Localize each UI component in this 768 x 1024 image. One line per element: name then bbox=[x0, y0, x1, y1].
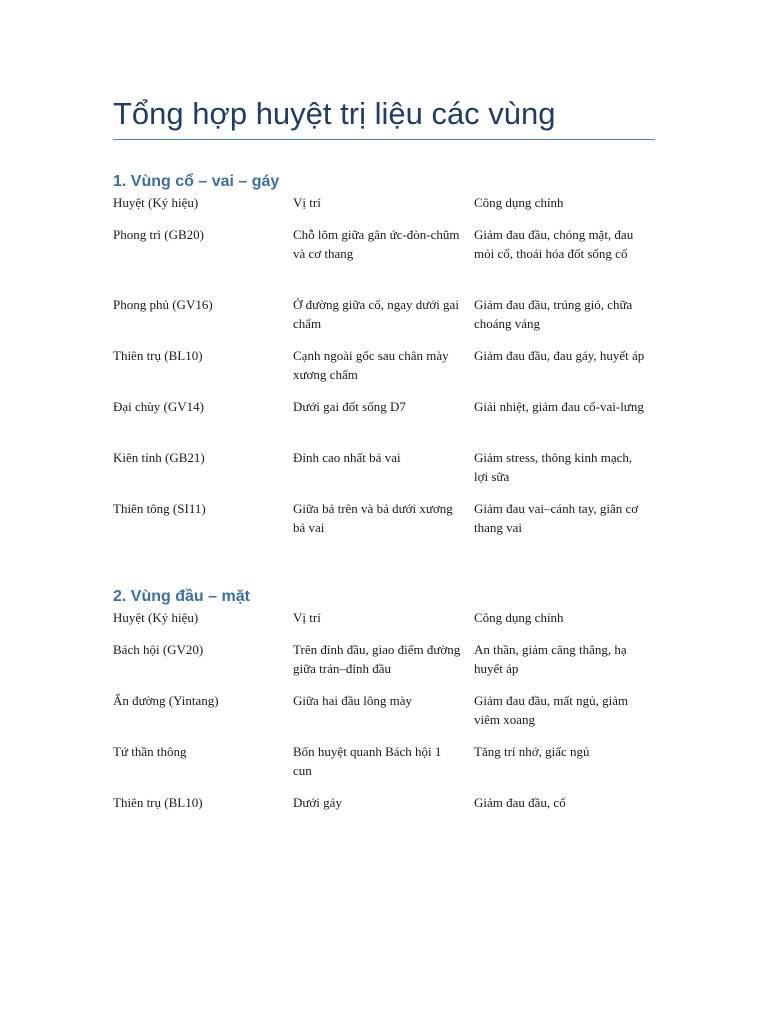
section-heading: 1. Vùng cổ – vai – gáy bbox=[113, 173, 280, 190]
acupoint-table bbox=[113, 193, 655, 550]
table-header-row bbox=[113, 608, 655, 640]
point-name: Đại chùy (GV14) bbox=[113, 399, 204, 414]
point-location: Bốn huyệt quanh Bách hội 1 cun bbox=[293, 744, 442, 778]
section-neck-shoulder bbox=[113, 171, 655, 550]
point-uses: Giảm đau vai–cánh tay, giãn cơ thang vai bbox=[474, 501, 639, 535]
point-name: Phong trì (GB20) bbox=[113, 227, 204, 242]
point-uses: Giảm đau đầu, mất ngủ, giảm viêm xoang bbox=[474, 693, 629, 727]
column-header-point: Huyệt (Ký hiệu) bbox=[113, 610, 199, 625]
point-uses: Tăng trí nhớ, giấc ngủ bbox=[474, 744, 590, 759]
point-name: Tứ thần thông bbox=[113, 744, 187, 759]
point-location: Ở đường giữa cổ, ngay dưới gai chẩm bbox=[293, 297, 459, 331]
point-uses: Giảm đau đầu, đau gáy, huyết áp bbox=[474, 348, 645, 363]
point-location: Chỗ lõm giữa gân ức-đòn-chũm và cơ thang bbox=[293, 227, 460, 261]
point-name: Kiên tỉnh (GB21) bbox=[113, 450, 205, 465]
point-location: Giữa bả trên và bả dưới xương bả vai bbox=[293, 501, 453, 535]
column-header-uses: Công dụng chính bbox=[474, 195, 564, 210]
point-location: Cạnh ngoài gốc sau chân mày xương chẩm bbox=[293, 348, 449, 382]
point-uses: Giảm đau đầu, cổ bbox=[474, 795, 566, 810]
column-header-uses: Công dụng chính bbox=[474, 610, 564, 625]
table-row bbox=[113, 499, 655, 550]
column-header-location: Vị trí bbox=[293, 195, 321, 210]
point-location: Đỉnh cao nhất bả vai bbox=[293, 450, 401, 465]
column-header-location: Vị trí bbox=[293, 610, 321, 625]
point-location: Dưới gai đốt sống D7 bbox=[293, 399, 406, 414]
point-uses: An thần, giảm căng thẳng, hạ huyết áp bbox=[474, 642, 627, 676]
point-uses: Giảm đau đầu, chóng mặt, đau mỏi cổ, thoái hóa đốt sống cổ bbox=[474, 227, 634, 261]
point-name: Bách hội (GV20) bbox=[113, 642, 204, 657]
table-row bbox=[113, 742, 655, 793]
point-location: Giữa hai đầu lông mày bbox=[293, 693, 412, 708]
point-name: Thiên trụ (BL10) bbox=[113, 795, 203, 810]
point-location: Trên đỉnh đầu, giao điểm đường giữa trán–đỉnh đầu bbox=[293, 642, 461, 676]
table-row bbox=[113, 640, 655, 691]
table-row bbox=[113, 448, 655, 499]
point-uses: Giải nhiệt, giảm đau cổ-vai-lưng bbox=[474, 399, 644, 414]
point-name: Ấn đường (Yintang) bbox=[113, 693, 219, 708]
table-row bbox=[113, 793, 655, 825]
document-title: Tổng hợp huyệt trị liệu các vùng bbox=[113, 96, 556, 131]
section-head-face bbox=[113, 586, 655, 825]
point-location: Dưới gáy bbox=[293, 795, 342, 810]
table-row bbox=[113, 295, 655, 346]
point-uses: Giảm đau đầu, trúng gió, chữa choáng váng bbox=[474, 297, 633, 331]
point-name: Thiên tông (SI11) bbox=[113, 501, 206, 516]
acupoint-table bbox=[113, 608, 655, 825]
point-name: Thiên trụ (BL10) bbox=[113, 348, 203, 363]
point-uses: Giảm stress, thông kinh mạch, lợi sữa bbox=[474, 450, 633, 484]
table-header-row bbox=[113, 193, 655, 225]
table-row bbox=[113, 225, 655, 295]
table-row bbox=[113, 397, 655, 448]
section-heading: 2. Vùng đầu – mặt bbox=[113, 588, 250, 605]
table-row bbox=[113, 691, 655, 742]
column-header-point: Huyệt (Ký hiệu) bbox=[113, 195, 199, 210]
title-underline bbox=[113, 139, 655, 140]
table-row bbox=[113, 346, 655, 397]
point-name: Phong phủ (GV16) bbox=[113, 297, 213, 312]
